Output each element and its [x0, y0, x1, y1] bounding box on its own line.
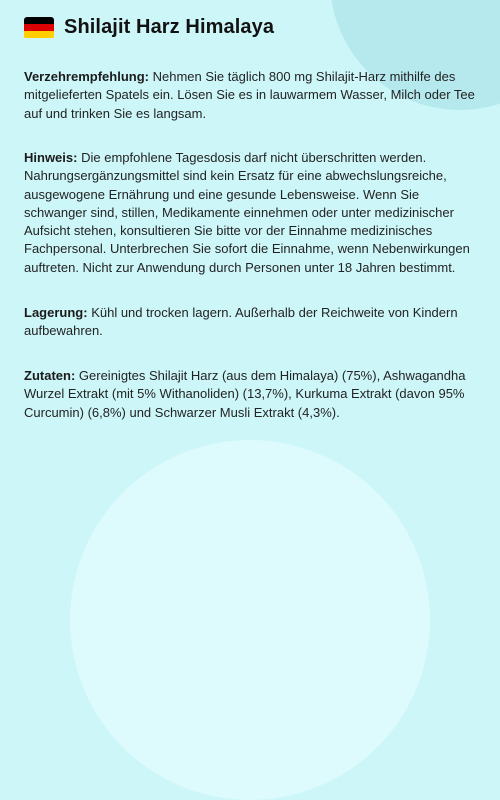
section-label: Hinweis: — [24, 150, 78, 165]
section-zutaten — [24, 367, 479, 422]
page-header — [24, 16, 274, 39]
section-text: Nehmen Sie täglich 800 mg Shilajit-Harz mithilfe des mitgelieferten Spatels ein. Lösen Sie es in lauwarmem Wasser, Milch oder Tee auf und trinken Sie es langsam. — [24, 69, 475, 121]
section-verzehrempfehlung — [24, 68, 479, 123]
section-text: Kühl und trocken lagern. Außerhalb der Reichweite von Kindern aufbewahren. — [24, 305, 458, 339]
page-title: Shilajit Harz Himalaya — [64, 16, 275, 38]
section-label: Lagerung: — [24, 305, 88, 320]
section-text: Gereinigtes Shilajit Harz (aus dem Himalaya) (75%), Ashwagandha Wurzel Extrakt (mit 5% Withanoliden) (13,7%), Kurkuma Extrakt (davon 95% Curcumin) (6,8%) und Schwarzer Musli Extrakt (4,3%). — [24, 368, 466, 420]
german-flag-icon — [24, 17, 54, 39]
section-lagerung — [24, 304, 479, 341]
section-label: Verzehrempfehlung: — [24, 69, 149, 84]
section-label: Zutaten: — [24, 368, 76, 383]
section-hinweis — [24, 149, 479, 277]
section-text: Die empfohlene Tagesdosis darf nicht überschritten werden. Nahrungsergänzungsmittel sind kein Ersatz für eine abwechslungsreiche, ausgewogene Ernährung und eine gesunde Lebensweise. Wenn Sie schwanger sind, stillen, Medikamente einnehmen oder unter medizinischer Aufsicht stehen, konsultieren Sie bitte vor der Einnahme medizinisches Fachpersonal. Unterbrechen Sie sofort die Einnahme, wenn Nebenwirkungen auftreten. Nicht zur Anwendung durch Personen unter 18 Jahren bestimmt. — [24, 150, 470, 275]
decorative-circle-bottom — [70, 440, 430, 800]
